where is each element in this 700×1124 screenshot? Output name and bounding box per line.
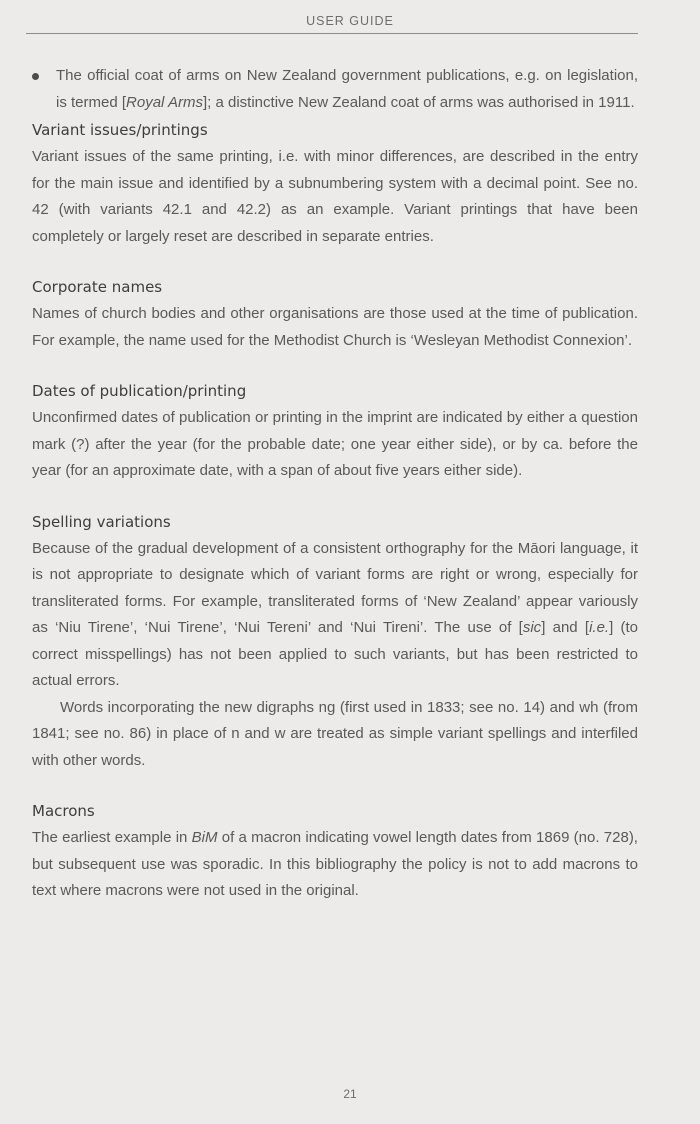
section-heading: Macrons [32,802,95,820]
section-paragraph: Unconfirmed dates of publication or printing in the imprint are indicated by either a question mark (?) after the year (for the probable date; one year either side), or by ca. before the year (for an approximate date, with a span of about five years either side). [32,409,638,479]
bullet-text-post: ]; a distinctive New Zealand coat of arms was authorised in 1911. [203,93,635,111]
section-spelling [32,508,638,775]
section-paragraph: Words incorporating the new digraphs ng (first used in 1833; see no. 14) and wh (from 1841; see no. 86) in place of n and w are treated as simple variant spellings and interfiled with other words. [32,698,638,769]
text-run: The earliest example in [32,829,192,846]
page-content [32,63,638,928]
italic-ie: i.e. [589,619,610,636]
bullet-text-italic: Royal Arms [126,93,203,111]
text-run: ] (to correct misspellings) has not been applied to such variants, but has been restricted to actual errors. [32,619,639,689]
section-dates [32,377,638,485]
text-run: ] and [ [541,619,590,636]
section-heading: Variant issues/printings [32,121,208,139]
section-corporate [32,273,638,354]
running-header: USER GUIDE [306,14,394,28]
section-paragraph [32,536,638,695]
page-number: 21 [343,1087,357,1101]
header-rule [26,33,638,34]
italic-bim: BiM [191,829,218,846]
section-heading: Spelling variations [32,512,171,531]
section-macrons [32,797,638,905]
section-heading: Dates of publication/printing [32,382,247,400]
italic-sic: sic [522,619,542,636]
section-variant [32,116,638,250]
bullet-item [32,63,638,116]
text-run: Because of the gradual development of a consistent orthography for the Māori language, it is not appropriate to designate which of variant forms are right or wrong, especially for transliterated forms. For example, transliterated forms of ‘New Zealand’ appear variously as ‘Niu Tirene’, ‘Nui Tirene’, ‘Nui Tereni’ and ‘Nui Tireni’. The use of [ [32,539,638,636]
bullet-dot-icon [32,73,39,80]
section-paragraph [32,825,638,905]
section-paragraph: Variant issues of the same printing, i.e. with minor differences, are described in the entry for the main issue and identified by a subnumbering system with a decimal point. See no. 42 (with variants 42.1 and 42.2) as an example. Variant printings that have been completely or largely reset are described in separate entries. [32,148,638,245]
section-heading: Corporate names [32,278,163,296]
section-paragraph: Names of church bodies and other organisations are those used at the time of publication. For example, the name used for the Methodist Church is ‘Wesleyan Methodist Connexion’. [32,305,638,349]
text-run: of a macron indicating vowel length dates from 1869 (no. 728), but subsequent use was sporadic. In this bibliography the policy is not to add macrons to text where macrons were not used in the original. [32,829,638,899]
bullet-text-pre: The official coat of arms on New Zealand government publications, e.g. on legislation, is termed [ [56,67,638,111]
